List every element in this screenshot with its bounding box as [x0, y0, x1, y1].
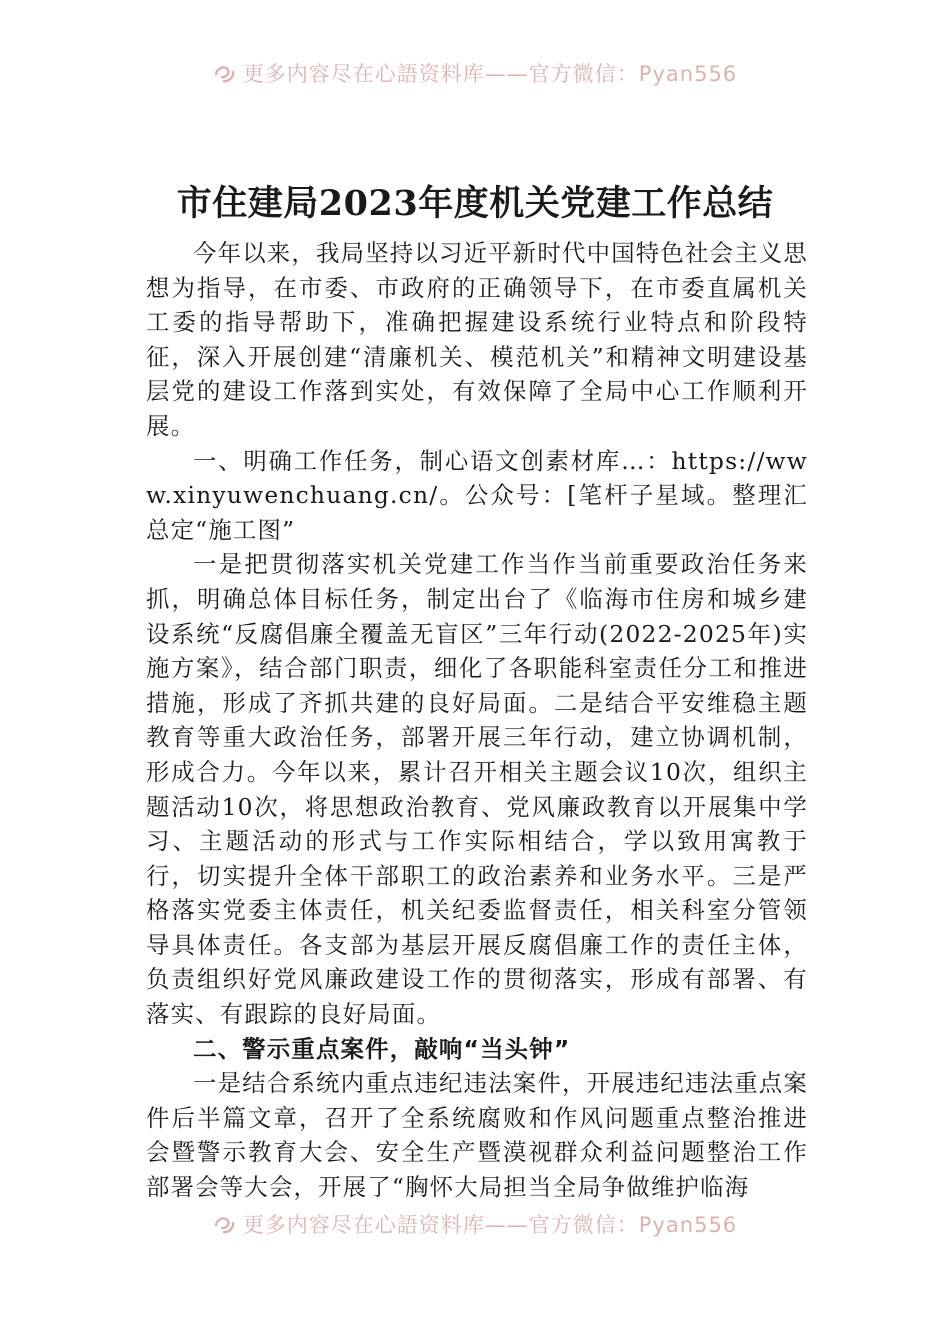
section-one-paragraph: 一是把贯彻落实机关党建工作当作当前重要政治任务来抓，明确总体目标任务，制定出台了《临海市住房和城乡建设系统“反腐倡廉全覆盖无盲区”三年行动(2022-2025年)实施方案》，结合部门职责，细化了各职能科室责任分工和推进措施，形成了齐抓共建的良好局面。二是结合平安维稳主题教育等重大政治任务，部署开展三年行动，建立协调机制，形成合力。今年以来，累计召开相关主题会议10次，组织主题活动10次，将思想政治教育、党风廉政教育以开展集中学习、主题活动的形式与工作实际相结合，学以致用寓教于行，切实提升全体干部职工的政治素养和业务水平。三是严格落实党委主体责任，机关纪委监督责任，相关科室分管领导具体责任。各支部为基层开展反腐倡廉工作的责任主体，负责组织好党风廉政建设工作的贯彻落实，形成有部署、有落实、有跟踪的良好局面。: [146, 550, 808, 1029]
document-body: [146, 236, 808, 1205]
watermark-header: [0, 58, 950, 86]
intro-paragraph: 今年以来，我局坚持以习近平新时代中国特色社会主义思想为指导，在市委、市政府的正确领导下，在市委直属机关工委的指导帮助下，准确把握建设系统行业特点和阶段特征，深入开展创建“清廉机关、模范机关”和精神文明建设基层党的建设工作落到实处，有效保障了全局中心工作顺利开展。: [146, 239, 808, 440]
document-title: 市住建局2023年度机关党建工作总结: [176, 183, 774, 224]
watermark-text: 更多内容尽在心語资料库——官方微信：Pyan556: [242, 62, 738, 86]
watermark-logo-icon: [213, 61, 237, 85]
watermark-logo-icon: [213, 1212, 237, 1236]
section-two-heading: 二、警示重点案件，敲响“当头钟”: [193, 1034, 571, 1063]
watermark-footer: [0, 1209, 950, 1237]
section-two-paragraph: 一是结合系统内重点违纪违法案件，开展违纪违法重点案件后半篇文章，召开了全系统腐败和作风问题重点整治推进会暨警示教育大会、安全生产暨漠视群众利益问题整治工作部署会等大会，开展了“胸怀大局担当全局争做维护临海: [146, 1069, 808, 1202]
section-one-heading: 一、明确工作任务，制心语文创素材库…：https://www.xinyuwenchuang.cn/。公众号：[笔杆子星域。整理汇总定“施工图”: [146, 446, 808, 544]
watermark-text: 更多内容尽在心語资料库——官方微信：Pyan556: [242, 1213, 738, 1237]
